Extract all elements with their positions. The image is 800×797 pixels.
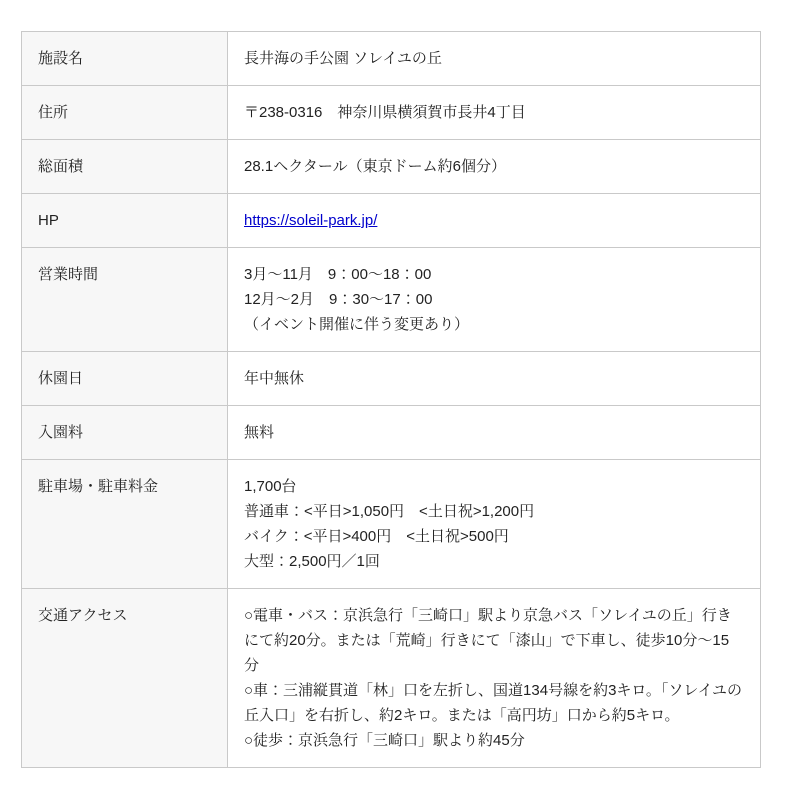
row-label: 交通アクセス — [22, 589, 228, 768]
row-value — [228, 352, 761, 406]
value-line: 12月～2月 9：30～17：00 — [244, 291, 433, 308]
table-row-access — [22, 589, 761, 768]
table-row-parking — [22, 460, 761, 589]
table-row-hours — [22, 248, 761, 352]
value-line: バイク：<平日>400円 <土日祝>500円 — [244, 528, 509, 545]
value-line: 3月～11月 9：00～18：00 — [244, 266, 432, 283]
value-line: 無料 — [244, 424, 275, 441]
row-value — [228, 32, 761, 86]
value-line: ○車：三浦縦貫道「林」口を左折し、国道134号線を約3キロ。「ソレイユの丘入口」を右折し、約2キロ。または「高円坊」口から約5キロ。 — [244, 682, 742, 724]
value-line: ○徒歩：京浜急行「三崎口」駅より約45分 — [244, 732, 525, 749]
value-line: 大型：2,500円／1回 — [244, 553, 380, 570]
value-line: 28.1ヘクタール（東京ドーム約6個分） — [244, 158, 506, 175]
value-line: 普通車：<平日>1,050円 <土日祝>1,200円 — [244, 503, 535, 520]
value-line: 1,700台 — [244, 478, 297, 495]
table-row-closed-days — [22, 352, 761, 406]
value-line: 〒238-0316 神奈川県横須賀市長井4丁目 — [244, 104, 526, 121]
row-value — [228, 248, 761, 352]
row-label: HP — [22, 194, 228, 248]
row-label: 営業時間 — [22, 248, 228, 352]
facility-info-table — [21, 31, 761, 768]
row-value — [228, 194, 761, 248]
row-label: 総面積 — [22, 140, 228, 194]
value-line: ○電車・バス：京浜急行「三崎口」駅より京急バス「ソレイユの丘」行きにて約20分。または「荒崎」行きにて「漆山」で下車し、徒歩10分～15分 — [244, 607, 732, 674]
row-label: 休園日 — [22, 352, 228, 406]
row-label: 入園料 — [22, 406, 228, 460]
hp-link[interactable]: https://soleil-park.jp/ — [244, 212, 378, 229]
value-line: 年中無休 — [244, 370, 305, 387]
value-line: 長井海の手公園 ソレイユの丘 — [244, 50, 442, 67]
table-row-facility-name — [22, 32, 761, 86]
row-value — [228, 460, 761, 589]
table-row-hp — [22, 194, 761, 248]
row-value — [228, 140, 761, 194]
row-label: 施設名 — [22, 32, 228, 86]
table-row-address — [22, 86, 761, 140]
row-label: 駐車場・駐車料金 — [22, 460, 228, 589]
facility-info-table-body — [22, 32, 761, 768]
row-value — [228, 406, 761, 460]
value-line: （イベント開催に伴う変更あり） — [244, 316, 470, 333]
table-row-total-area — [22, 140, 761, 194]
row-value — [228, 86, 761, 140]
table-row-admission — [22, 406, 761, 460]
row-value — [228, 589, 761, 768]
row-label: 住所 — [22, 86, 228, 140]
